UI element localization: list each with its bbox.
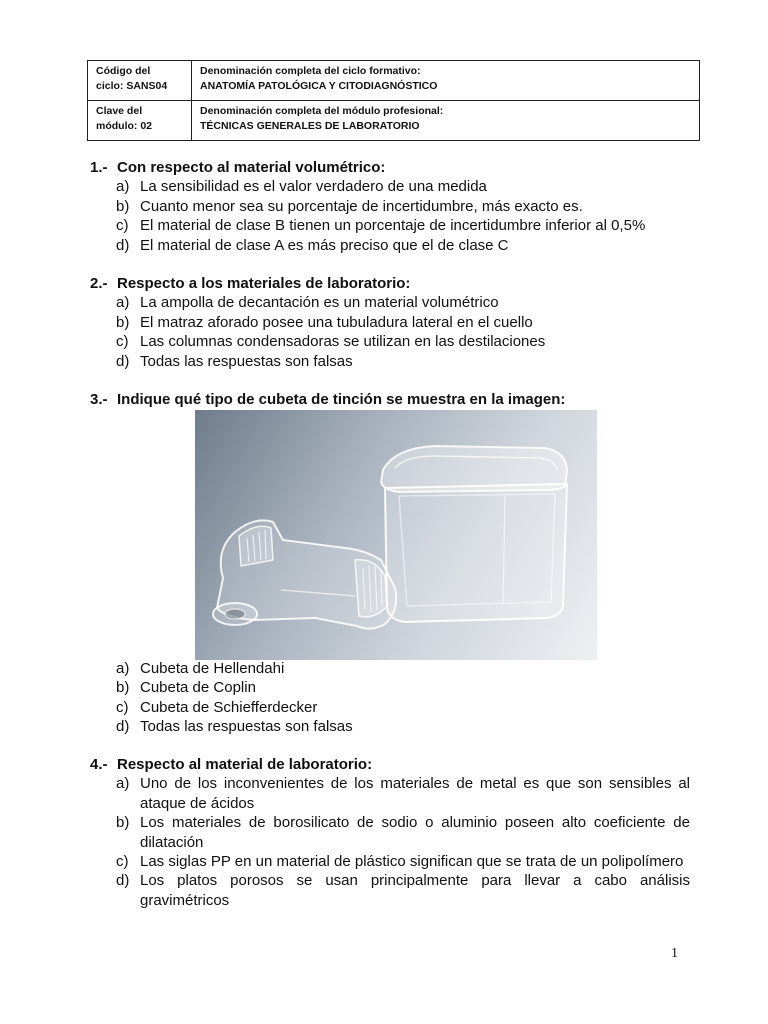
question-1 <box>90 158 690 255</box>
cycle-title-cell <box>192 61 700 101</box>
option-letter: d) <box>116 352 130 370</box>
question-number: 2.- <box>90 275 108 292</box>
option-letter: b) <box>116 313 130 331</box>
question-number: 4.- <box>90 756 108 773</box>
question-title <box>90 390 690 409</box>
option-c[interactable] <box>90 852 690 871</box>
option-letter: c) <box>116 698 129 716</box>
option-text: Uno de los inconvenientes de los materiales de metal es que son sensibles al ataque de ácidos <box>140 775 690 812</box>
question-text: Indique qué tipo de cubeta de tinción se muestra en la imagen: <box>117 391 566 408</box>
option-c[interactable] <box>90 332 690 351</box>
cycle-title-value: ANATOMÍA PATOLÓGICA Y CITODIAGNÓSTICO <box>200 80 438 92</box>
option-list <box>90 659 690 737</box>
question-3-options <box>90 659 690 737</box>
option-c[interactable] <box>90 698 690 717</box>
module-title-cell <box>192 101 700 141</box>
question-4 <box>90 755 690 910</box>
module-code-label: Clave del <box>96 105 143 117</box>
option-d[interactable] <box>90 871 690 910</box>
option-letter: a) <box>116 775 130 793</box>
option-letter: a) <box>116 294 130 312</box>
option-b[interactable] <box>90 313 690 332</box>
option-letter: b) <box>116 679 130 697</box>
option-text: Cubeta de Schiefferdecker <box>140 698 318 716</box>
question-text: Con respecto al material volumétrico: <box>117 159 386 176</box>
option-text: La ampolla de decantación es un material volumétrico <box>140 294 499 312</box>
option-letter: d) <box>116 872 130 890</box>
question-title <box>90 158 690 177</box>
option-a[interactable] <box>90 177 690 196</box>
option-letter: c) <box>116 333 129 351</box>
option-b[interactable] <box>90 678 690 697</box>
glass-staining-jar-illustration <box>195 410 597 660</box>
option-list <box>90 774 690 910</box>
option-b[interactable] <box>90 813 690 852</box>
option-d[interactable] <box>90 717 690 736</box>
module-title-label: Denominación completa del módulo profesional: <box>200 105 444 117</box>
option-text: Cubeta de Hellendahi <box>140 660 285 677</box>
option-a[interactable] <box>90 659 690 678</box>
option-letter: d) <box>116 236 130 254</box>
option-d[interactable] <box>90 352 690 371</box>
staining-jar-photo <box>195 410 597 660</box>
option-text: La sensibilidad es el valor verdadero de una medida <box>140 178 487 196</box>
option-text: El matraz aforado posee una tubuladura lateral en el cuello <box>140 313 533 331</box>
question-number: 3.- <box>90 391 108 408</box>
header-row-cycle <box>88 61 700 101</box>
cycle-code-value: ciclo: SANS04 <box>96 80 168 92</box>
option-text: Las siglas PP en un material de plástico significan que se trata de un polipolímero <box>140 853 684 871</box>
option-letter: c) <box>116 217 129 235</box>
option-text: Las columnas condensadoras se utilizan en las destilaciones <box>140 333 546 351</box>
option-a[interactable] <box>90 293 690 312</box>
question-title <box>90 274 690 293</box>
option-text: El material de clase B tienen un porcentaje de incertidumbre inferior al 0,5% <box>140 217 646 235</box>
option-letter: b) <box>116 197 130 215</box>
module-code-value: módulo: 02 <box>96 120 153 132</box>
option-letter: a) <box>116 178 130 196</box>
option-text: Cubeta de Coplin <box>140 679 256 697</box>
question-text: Respecto a los materiales de laboratorio: <box>117 275 411 292</box>
question-title <box>90 755 690 774</box>
option-text: Cuanto menor sea su porcentaje de incertidumbre, más exacto es. <box>140 197 583 215</box>
option-letter: c) <box>116 853 129 871</box>
option-text: Todas las respuestas son falsas <box>140 352 353 370</box>
option-text: El material de clase A es más preciso que el de clase C <box>140 236 509 254</box>
cycle-code-cell <box>88 61 192 101</box>
question-text: Respecto al material de laboratorio: <box>117 756 373 773</box>
module-code-cell <box>88 101 192 141</box>
option-list <box>90 177 690 255</box>
option-b[interactable] <box>90 197 690 216</box>
page-number: 1 <box>671 946 678 961</box>
option-c[interactable] <box>90 216 690 235</box>
option-text: Los materiales de borosilicato de sodio o aluminio poseen alto coeficiente de dilatación <box>140 814 690 851</box>
header-table <box>87 60 700 141</box>
question-2 <box>90 274 690 371</box>
option-text: Todas las respuestas son falsas <box>140 718 353 736</box>
question-3 <box>90 390 690 409</box>
option-letter: a) <box>116 660 130 677</box>
option-d[interactable] <box>90 236 690 255</box>
module-title-value: TÉCNICAS GENERALES DE LABORATORIO <box>200 120 420 132</box>
option-letter: d) <box>116 718 130 736</box>
cycle-title-label: Denominación completa del ciclo formativo: <box>200 65 421 77</box>
header-row-module <box>88 101 700 141</box>
option-a[interactable] <box>90 774 690 813</box>
option-letter: b) <box>116 814 130 832</box>
option-text: Los platos porosos se usan principalmente para llevar a cabo análisis gravimétricos <box>140 872 690 909</box>
option-list <box>90 293 690 371</box>
question-number: 1.- <box>90 159 108 176</box>
cycle-code-label: Código del <box>96 65 151 77</box>
